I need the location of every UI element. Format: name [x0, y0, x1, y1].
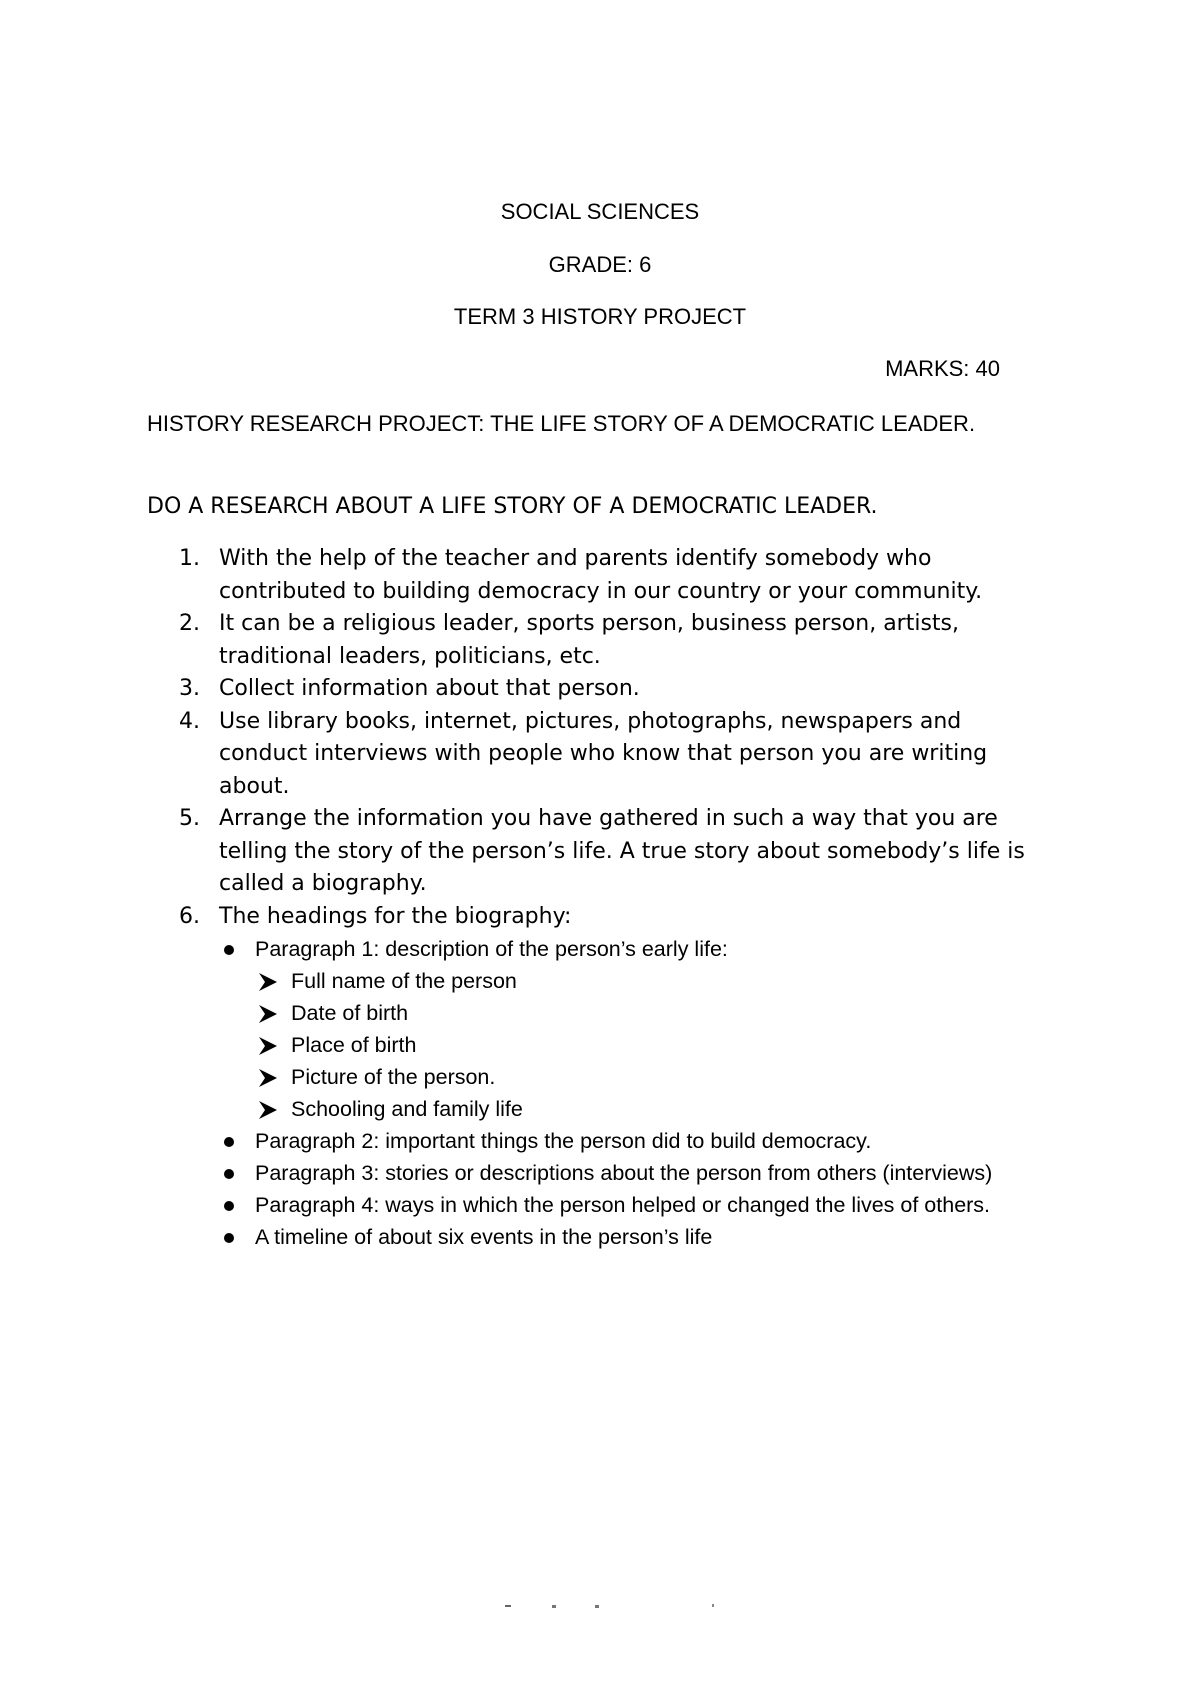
research-instruction: DO A RESEARCH ABOUT A LIFE STORY OF A DEMOCRATIC LEADER. — [147, 494, 878, 519]
steps-list — [147, 543, 1047, 1253]
heading-text: Paragraph 2: important things the person did to build democracy. — [255, 1129, 872, 1153]
footer-artifact — [0, 1604, 1200, 1610]
step-text: Arrange the information you have gathered in such a way that you are telling the story of the person’s life. A true story about somebody’s life is called a biography. — [219, 806, 1025, 896]
list-item — [255, 965, 1047, 997]
item-text: Full name of the person — [291, 969, 517, 993]
bullet-icon — [224, 1169, 234, 1179]
list-item — [147, 673, 1047, 706]
list-item — [219, 1157, 1047, 1189]
step-text: With the help of the teacher and parents identify somebody who contributed to building democracy in our country or your community. — [219, 546, 983, 604]
bullet-icon — [224, 1233, 234, 1243]
project-title: TERM 3 HISTORY PROJECT — [453, 304, 747, 329]
list-item — [255, 1093, 1047, 1125]
arrow-bullet-icon — [257, 972, 279, 992]
list-item — [255, 1061, 1047, 1093]
list-item — [219, 933, 1047, 1125]
list-item — [147, 543, 1047, 608]
heading-text: A timeline of about six events in the person’s life — [255, 1225, 713, 1249]
step-number: 4. — [179, 708, 200, 734]
arrow-bullet-icon — [257, 1036, 279, 1056]
step-number: 1. — [179, 546, 200, 571]
list-item — [147, 901, 1047, 1254]
list-item — [147, 803, 1047, 901]
list-item — [219, 1125, 1047, 1157]
heading-text: Paragraph 3: stories or descriptions about the person from others (interviews) — [255, 1161, 993, 1185]
arrow-bullet-icon — [257, 1100, 279, 1120]
arrow-bullet-icon — [257, 1068, 279, 1088]
item-text: Picture of the person. — [291, 1065, 496, 1089]
step-number: 2. — [179, 611, 200, 636]
bullet-icon — [224, 1137, 234, 1147]
step-text: It can be a religious leader, sports person, business person, artists, traditional leaders, politicians, etc. — [219, 611, 959, 669]
list-item — [219, 1189, 1047, 1221]
early-life-list — [255, 965, 1047, 1125]
marks-label: MARKS: 40 — [885, 356, 1000, 381]
item-text: Date of birth — [291, 1001, 409, 1025]
step-number: 5. — [179, 806, 200, 831]
grade-label: GRADE: 6 — [548, 252, 652, 277]
list-item — [219, 1221, 1047, 1253]
arrow-bullet-icon — [257, 1004, 279, 1024]
bullet-icon — [224, 1201, 234, 1211]
step-number: 3. — [179, 676, 200, 701]
item-text: Place of birth — [291, 1033, 417, 1057]
step-text: The headings for the biography: — [219, 903, 572, 929]
list-item — [147, 706, 1047, 804]
project-heading: HISTORY RESEARCH PROJECT: THE LIFE STORY OF A DEMOCRATIC LEADER. — [147, 411, 976, 436]
list-item — [255, 997, 1047, 1029]
heading-text: Paragraph 4: ways in which the person helped or changed the lives of others. — [255, 1193, 991, 1217]
list-item — [255, 1029, 1047, 1061]
list-item — [147, 608, 1047, 673]
step-text: Use library books, internet, pictures, photographs, newspapers and conduct interviews with people who know that person you are writing about. — [219, 708, 988, 799]
step-text: Collect information about that person. — [219, 676, 640, 701]
biography-headings-list — [219, 933, 1047, 1253]
step-number: 6. — [179, 903, 200, 929]
bullet-icon — [224, 945, 234, 955]
heading-text: Paragraph 1: description of the person’s early life: — [255, 937, 728, 961]
subject-title: SOCIAL SCIENCES — [500, 199, 700, 224]
item-text: Schooling and family life — [291, 1097, 523, 1121]
